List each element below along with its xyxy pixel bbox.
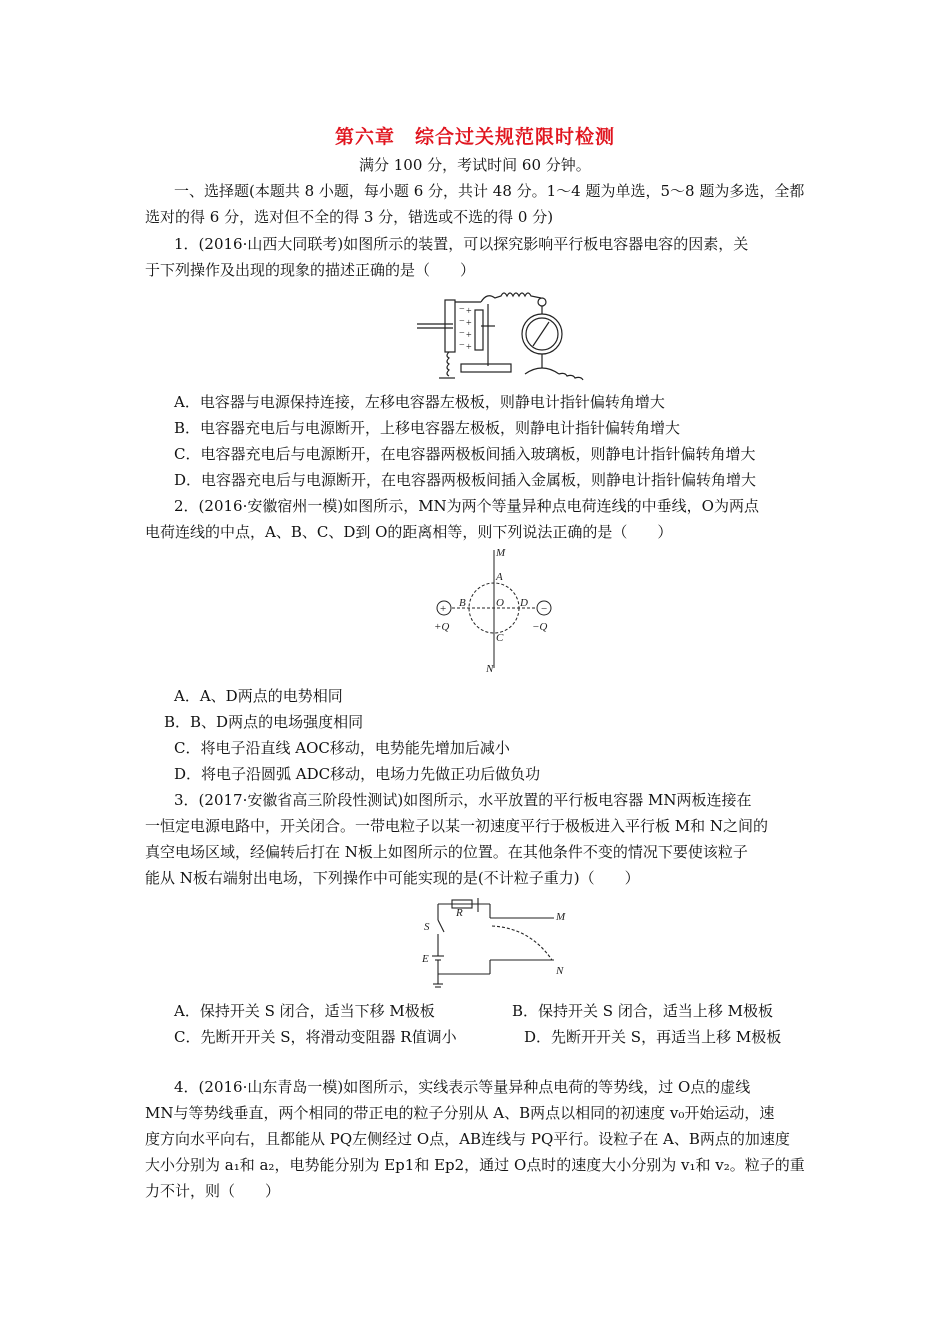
- q2-option-a: A．A、D两点的电势相同: [174, 687, 343, 705]
- q2-label-n: N: [486, 663, 494, 675]
- q2-minus-q-label: −Q: [532, 621, 548, 633]
- q3-label-e: E: [422, 953, 429, 965]
- q3-label-s: S: [424, 921, 430, 933]
- q1-stem-line-1: 1．(2016·山西大同联考)如图所示的装置，可以探究影响平行板电容器电容的因素，关: [174, 235, 749, 253]
- svg-text:+: +: [466, 342, 472, 353]
- intro-line-2: 选对的得 6 分，选对但不全的得 3 分，错选或不选的得 0 分): [145, 208, 554, 226]
- q2-plus-q-label: +Q: [434, 621, 450, 633]
- q3-option-b: B．保持开关 S 闭合，适当上移 M极板: [512, 1002, 773, 1020]
- q1-option-a: A．电容器与电源保持连接，左移电容器左极板，则静电计指针偏转角增大: [174, 393, 665, 411]
- svg-text:+: +: [466, 306, 472, 317]
- q1-option-c: C．电容器充电后与电源断开，在电容器两极板间插入玻璃板，则静电计指针偏转角增大: [174, 445, 756, 463]
- q3-option-c: C．先断开开关 S，将滑动变阻器 R值调小: [174, 1028, 457, 1046]
- q2-point-charges-figure: [428, 544, 558, 676]
- q1-capacitor-electrometer-figure: [415, 288, 585, 384]
- q3-stem-line-1: 3．(2017·安徽省高三阶段性测试)如图所示，水平放置的平行板电容器 MN两板连接在: [174, 791, 752, 809]
- q2-minus-charge-symbol: −: [541, 603, 548, 615]
- q3-stem-line-2: 一恒定电源电路中，开关闭合。一带电粒子以某一初速度平行于极板进入平行板 M和 N之间的: [145, 817, 769, 835]
- q2-label-m: M: [496, 547, 506, 559]
- q2-label-o: O: [496, 597, 504, 609]
- q4-stem-line-2: MN与等势线垂直，两个相同的带正电的粒子分别从 A、B两点以相同的初速度 v₀开始运动，速: [145, 1104, 775, 1122]
- svg-text:−: −: [459, 340, 465, 351]
- page-title: 第六章 综合过关规范限时检测: [334, 126, 615, 148]
- q3-circuit-figure: [418, 896, 578, 992]
- q2-label-b: B: [459, 597, 466, 609]
- svg-text:−: −: [459, 316, 465, 327]
- q2-option-b: B．B、D两点的电场强度相同: [164, 713, 364, 731]
- q4-stem-line-5: 力不计，则（ ）: [145, 1182, 281, 1200]
- q2-plus-charge-symbol: +: [440, 603, 447, 615]
- svg-text:−: −: [459, 304, 465, 315]
- q2-label-c: C: [496, 632, 504, 644]
- q2-label-a: A: [496, 571, 503, 583]
- svg-text:+: +: [466, 318, 472, 329]
- q3-label-n: N: [556, 965, 564, 977]
- q3-option-a: A．保持开关 S 闭合，适当下移 M极板: [174, 1002, 435, 1020]
- svg-text:−: −: [459, 328, 465, 339]
- q4-stem-line-4: 大小分别为 a₁和 a₂，电势能分别为 Ep1和 Ep2，通过 O点时的速度大小分别为 v₁和 v₂。粒子的重: [145, 1156, 805, 1174]
- q2-label-d: D: [520, 597, 528, 609]
- q1-option-b: B．电容器充电后与电源断开，上移电容器左极板，则静电计指针偏转角增大: [174, 419, 681, 437]
- q1-option-d: D．电容器充电后与电源断开，在电容器两极板间插入金属板，则静电计指针偏转角增大: [174, 471, 757, 489]
- q3-stem-line-3: 真空电场区域，经偏转后打在 N板上如图所示的位置。在其他条件不变的情况下要使该粒子: [145, 843, 748, 861]
- q2-stem-line-2: 电荷连线的中点，A、B、C、D到 O的距离相等，则下列说法正确的是（ ）: [145, 523, 673, 541]
- subtitle: 满分 100 分，考试时间 60 分钟。: [359, 156, 591, 174]
- q2-option-c: C．将电子沿直线 AOC移动，电势能先增加后减小: [174, 739, 510, 757]
- intro-line-1: 一、选择题(本题共 8 小题，每小题 6 分，共计 48 分。1～4 题为单选，5～8 题为多选，全都: [174, 182, 805, 200]
- q4-stem-line-3: 度方向水平向右，且都能从 PQ左侧经过 O点，AB连线与 PQ平行。设粒子在 A、B两点的加速度: [145, 1130, 790, 1148]
- q3-stem-line-4: 能从 N板右端射出电场，下列操作中可能实现的是(不计粒子重力)（ ）: [145, 869, 640, 887]
- q3-option-d: D．先断开开关 S，再适当上移 M极板: [524, 1028, 782, 1046]
- q3-label-m: M: [556, 911, 566, 923]
- q1-stem-line-2: 于下列操作及出现的现象的描述正确的是（ ）: [145, 261, 476, 279]
- svg-text:+: +: [466, 330, 472, 341]
- q3-label-r: R: [456, 907, 463, 919]
- q2-option-d: D．将电子沿圆弧 ADC移动，电场力先做正功后做负功: [174, 765, 541, 783]
- q2-stem-line-1: 2．(2016·安徽宿州一模)如图所示，MN为两个等量异种点电荷连线的中垂线，O为两点: [174, 497, 759, 515]
- q4-stem-line-1: 4．(2016·山东青岛一模)如图所示，实线表示等量异种点电荷的等势线，过 O点的虚线: [174, 1078, 751, 1096]
